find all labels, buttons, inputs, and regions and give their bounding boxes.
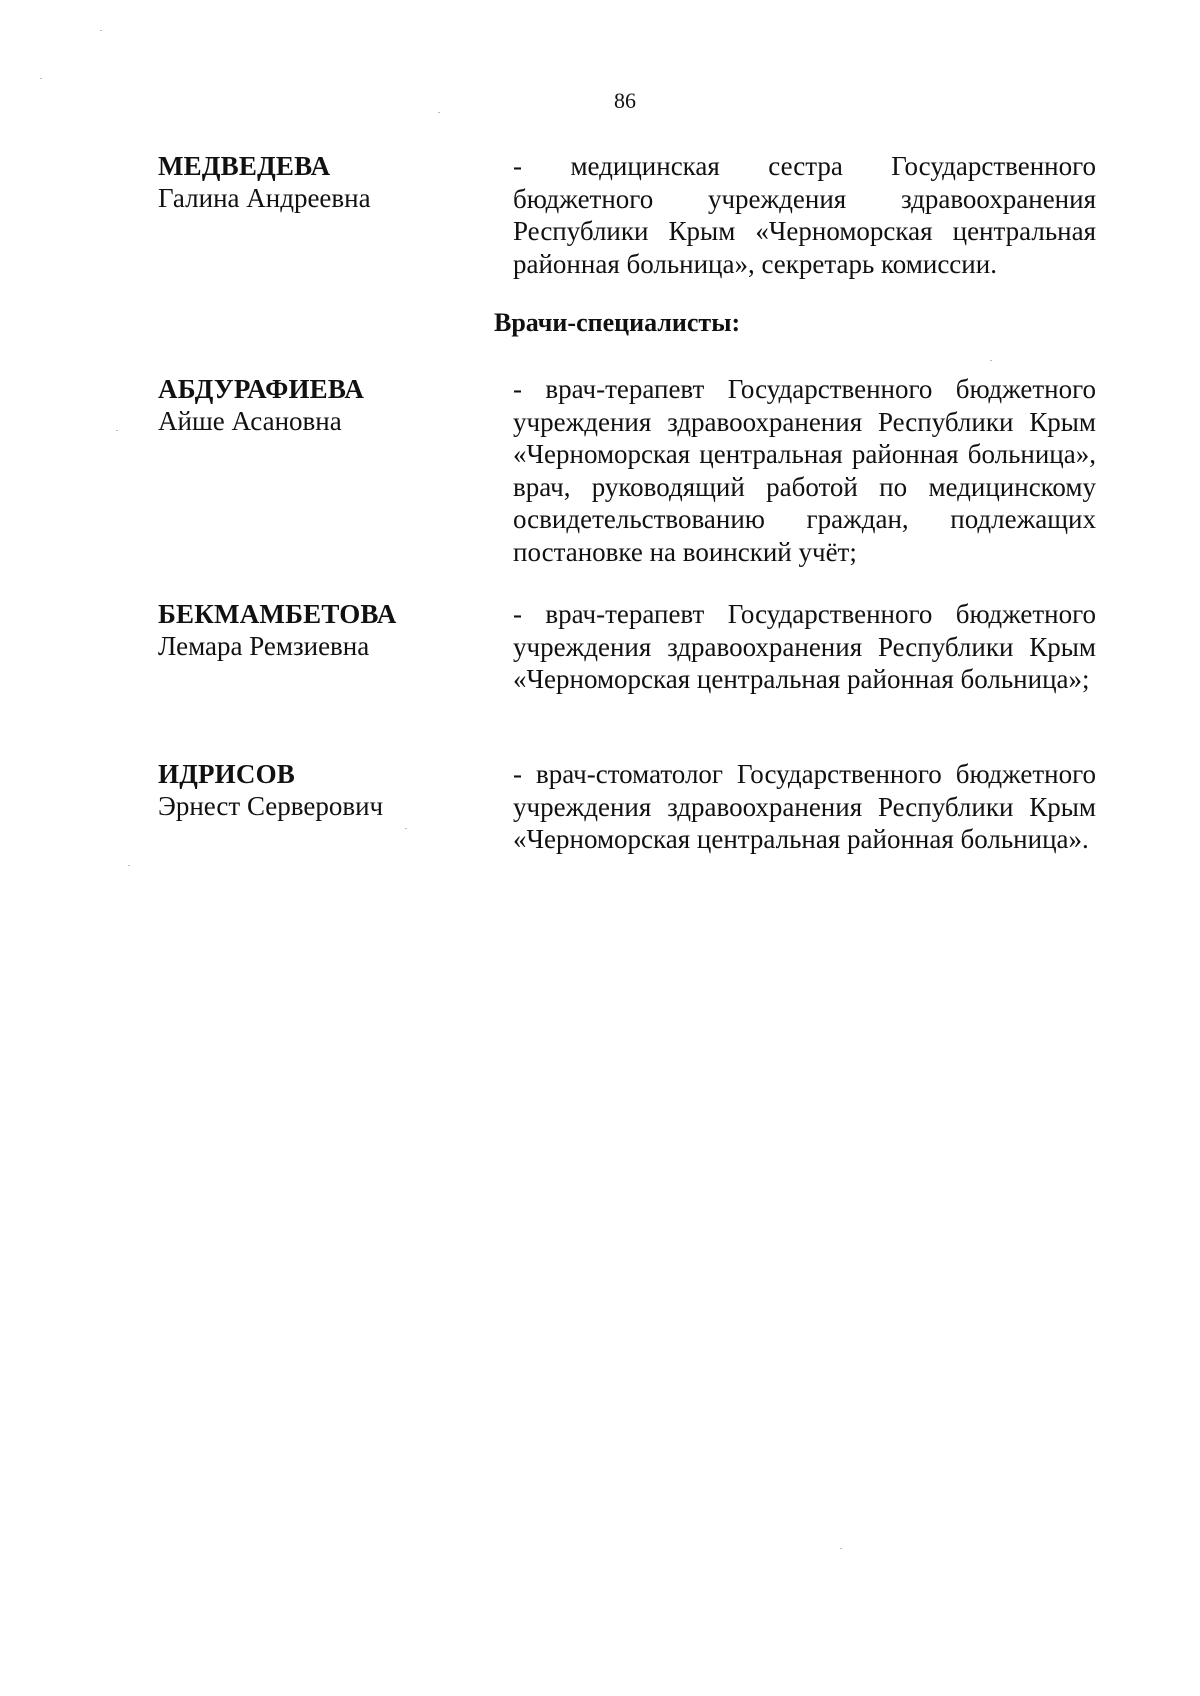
member-surname: БЕКМАМБЕТОВА (158, 599, 397, 629)
scan-speck (100, 30, 102, 31)
scan-speck (128, 865, 130, 866)
member-given-names: Айше Асановна (158, 406, 342, 436)
member-entry-specialist (158, 758, 1098, 888)
member-surname: ИДРИСОВ (158, 759, 295, 789)
member-given-names: Галина Андреевна (158, 183, 371, 213)
member-entry-specialist (158, 373, 1098, 573)
scan-speck (840, 1548, 842, 1549)
scan-speck (116, 430, 118, 431)
member-entry-specialist (158, 598, 1098, 728)
member-surname: АБДУРАФИЕВА (158, 374, 365, 404)
member-entry-secretary (158, 150, 1098, 280)
member-name (158, 150, 488, 214)
section-heading: Врачи-специалисты: (494, 308, 741, 337)
member-name (158, 598, 488, 662)
scan-speck (438, 112, 440, 113)
scan-speck (405, 828, 407, 829)
member-given-names: Лемара Ремзиевна (158, 631, 370, 661)
member-surname: МЕДВЕДЕВА (158, 151, 331, 181)
scan-speck (40, 78, 42, 79)
member-given-names: Эрнест Серверович (158, 791, 384, 821)
page-number: 86 (614, 88, 636, 113)
member-name (158, 758, 488, 822)
member-name (158, 373, 488, 437)
member-description: - медицинская сестра Государственного бюджетного учреждения здравоохранения Республики Крым «Черноморская центральная районная больница», секретарь комиссии. (513, 151, 1096, 279)
member-description: - врач-терапевт Государственного бюджетного учреждения здравоохранения Республики Крым «Черноморская центральная районная больница»; (513, 599, 1096, 694)
member-description: - врач-стоматолог Государственного бюджетного учреждения здравоохранения Республики Крым «Черноморская центральная районная больница». (513, 759, 1096, 854)
member-description: - врач-терапевт Государственного бюджетного учреждения здравоохранения Республики Крым «Черноморская центральная районная больница», врач, руководящий работой по медицинскому освидетельствованию граждан, подлежащих постановке на воинский учёт; (513, 374, 1096, 567)
scan-speck (990, 360, 992, 361)
